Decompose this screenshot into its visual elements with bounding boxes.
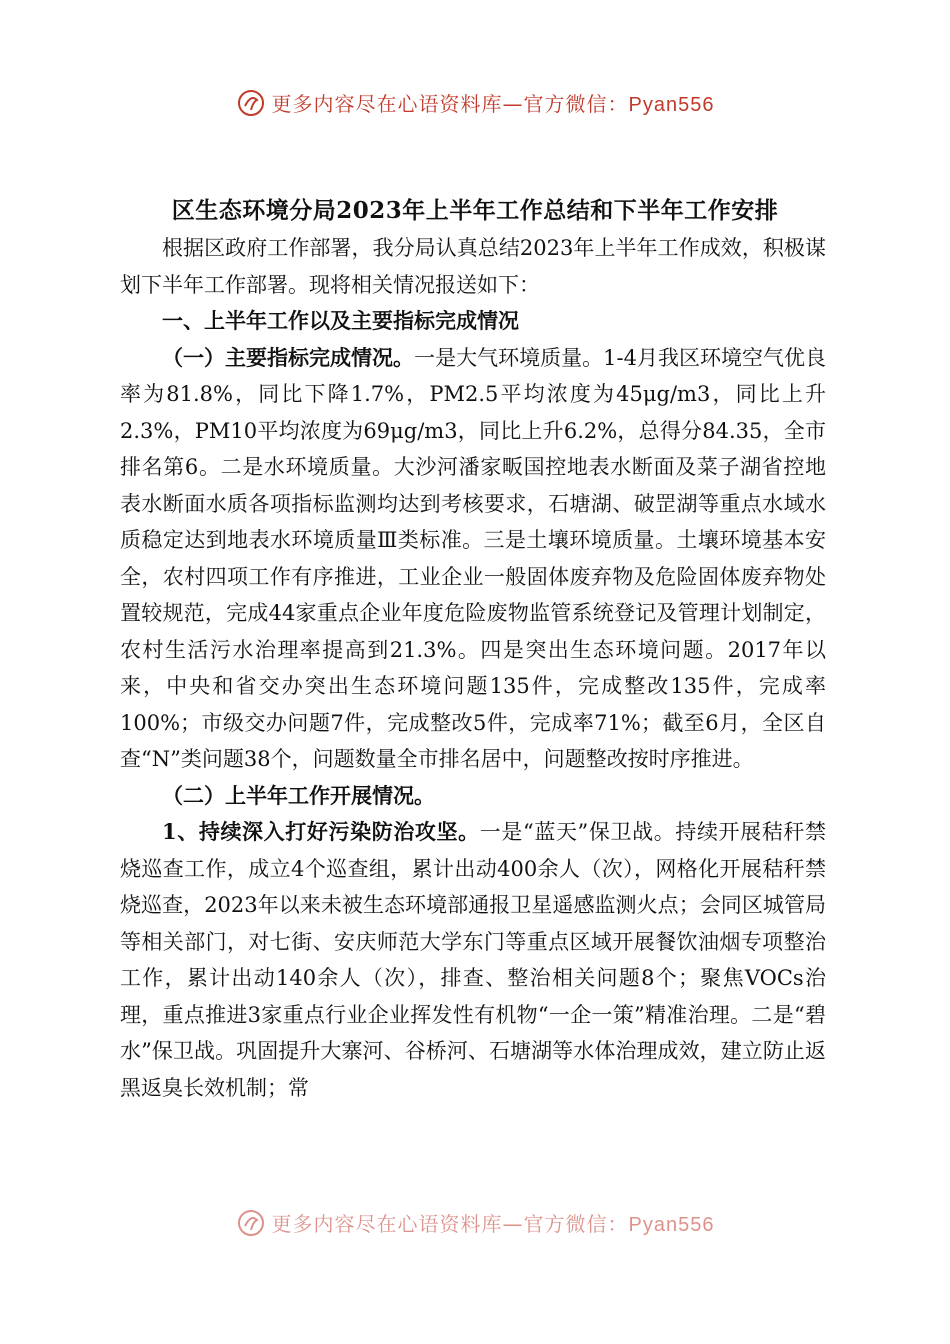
watermark-id: Pyan556 (628, 1214, 715, 1236)
paragraph-indicators (120, 340, 826, 778)
document-body (120, 230, 826, 1106)
intro-paragraph: 根据区政府工作部署，我分局认真总结2023年上半年工作成效，积极谋划下半年工作部署。现将相关情况报送如下： (120, 236, 826, 297)
sub-heading-1: （一）主要指标完成情况。 (162, 344, 415, 370)
paragraph-pollution (120, 814, 826, 1106)
watermark-footer (0, 1208, 950, 1243)
section-heading-1: 一、上半年工作以及主要指标完成情况 (162, 308, 519, 333)
paragraph-indicators-text: 一是大气环境质量。1-4月我区环境空气优良率为81.8%，同比下降1.7%，PM2.5平均浓度为45μg/m3，同比上升2.3%，PM10平均浓度为69μg/m3，同比上升6.2%，总得分84.35，全市排名第6。二是水环境质量。大沙河潘家畈国控地表水断面及菜子湖省控地表水断面水质各项指标监测均达到考核要求，石塘湖、破罡湖等重点水域水质稳定达到地表水环境质量Ⅲ类标准。三是土壤环境质量。土壤环境基本安全，农村四项工作有序推进，工业企业一般固体废弃物及危险固体废弃物处置较规范，完成44家重点企业年度危险废物监管系统登记及管理计划制定，农村生活污水治理率提高到21.3%。四是突出生态环境问题。2017年以来，中央和省交办突出生态环境问题135件，完成整改135件，完成率100%；市级交办问题7件，完成整改5件，完成率71%；截至6月，全区自查“N”类问题38个，问题数量全市排名居中，问题整改按时序推进。 (120, 345, 826, 771)
sub-heading-2: （二）上半年工作开展情况。 (162, 782, 435, 808)
logo-icon (236, 1208, 266, 1243)
watermark-text: 更多内容尽在心语资料库—官方微信： (271, 1212, 629, 1236)
logo-icon (236, 88, 266, 123)
page-title: 区生态环境分局2023年上半年工作总结和下半年工作安排 (171, 197, 779, 224)
watermark-header (0, 88, 950, 123)
item-heading-1: 1、持续深入打好污染防治攻坚。 (162, 819, 480, 844)
watermark-text: 更多内容尽在心语资料库—官方微信： (271, 92, 629, 116)
paragraph-pollution-text: 一是“蓝天”保卫战。持续开展秸秆禁烧巡查工作，成立4个巡查组，累计出动400余人（次），网格化开展秸秆禁烧巡查，2023年以来未被生态环境部通报卫星遥感监测火点；会同区城管局等相关部门，对七街、安庆师范大学东门等重点区域开展餐饮油烟专项整治工作，累计出动140余人（次），排查、整治相关问题8个；聚焦VOCs治理，重点推进3家重点行业企业挥发性有机物“一企一策”精准治理。二是“碧水”保卫战。巩固提升大寨河、谷桥河、石塘湖等水体治理成效，建立防止返黑返臭长效机制；常 (120, 820, 826, 1100)
watermark-id: Pyan556 (628, 94, 715, 116)
